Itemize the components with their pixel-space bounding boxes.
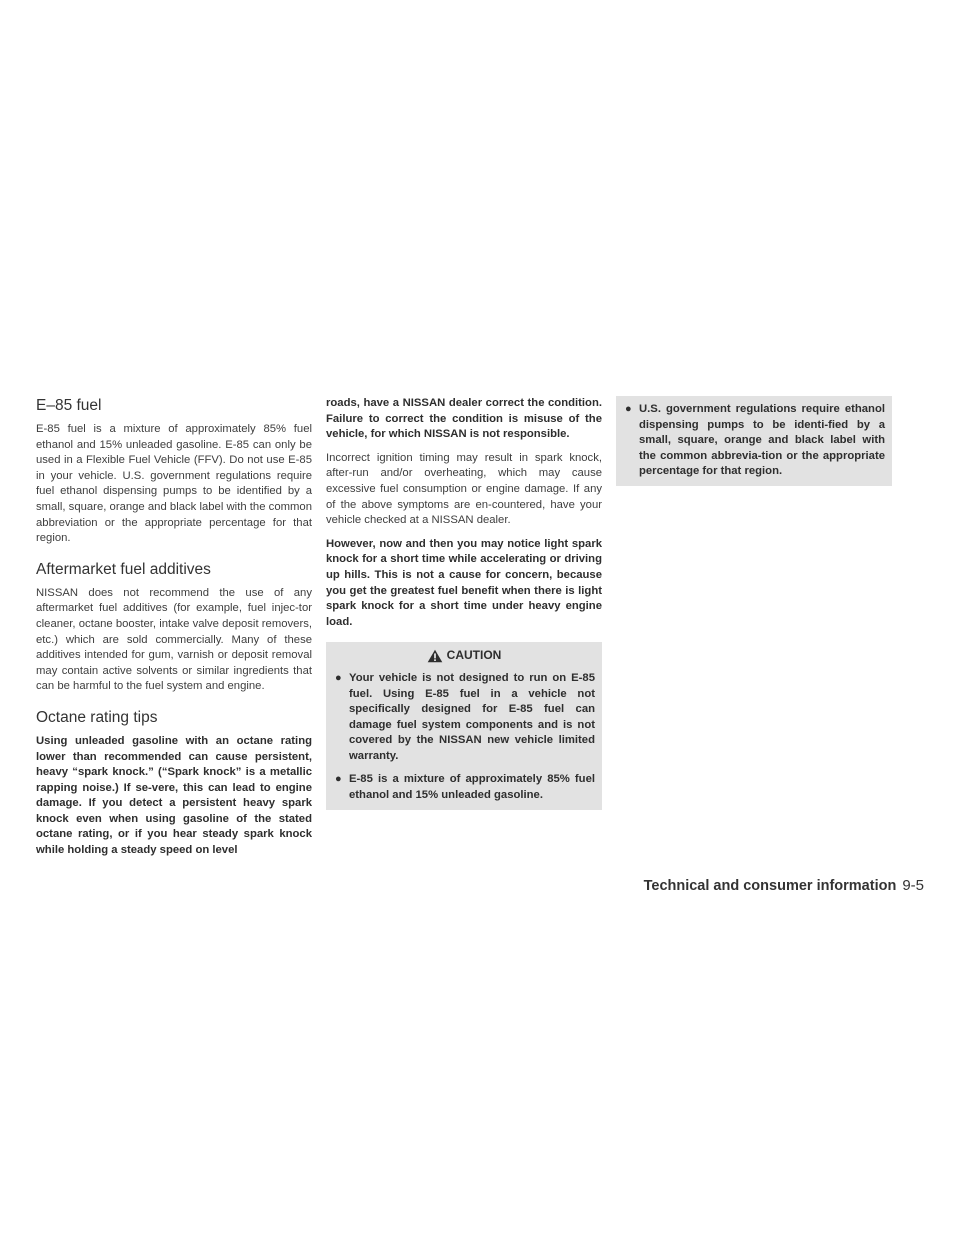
page-footer <box>0 877 924 894</box>
list-item-text: U.S. government regulations require ethanol dispensing pumps to be identi-fied by a small, square, orange and black label with the common abbrevia-tion or the appropriate percentage for that region. <box>639 403 885 478</box>
paragraph-light-spark-knock: However, now and then you may notice light spark knock for a short time while accelerating or driving up hills. This is not a cause for concern, because you get the greatest fuel benefit when there is light spark knock for a short time under heavy engine load. <box>326 537 602 628</box>
list-item <box>333 772 595 803</box>
column-left <box>36 396 312 867</box>
caution-list <box>623 402 885 480</box>
bullet-icon: ● <box>335 671 342 684</box>
caution-box-continued <box>616 396 892 486</box>
heading-octane-rating-tips: Octane rating tips <box>36 708 158 726</box>
caution-header <box>333 648 595 664</box>
paragraph-aftermarket-additives: NISSAN does not recommend the use of any aftermarket fuel additives (for example, fuel injec-tor cleaner, octane booster, intake valve deposit removers, etc.) which are sold commercially. Many of these additives intended for gum, varnish or deposit removal may contain active solvents or similar ingredients that can be harmful to the fuel system and engine. <box>36 586 312 693</box>
bullet-icon: ● <box>625 403 632 415</box>
column-right <box>616 396 892 486</box>
warning-triangle-icon <box>427 649 443 663</box>
page-number: 9-5 <box>902 877 924 894</box>
bullet-icon: ● <box>335 773 342 786</box>
footer-section-title: Technical and consumer information <box>643 878 897 894</box>
list-item-text: Your vehicle is not designed to run on E-85 fuel. Using E-85 fuel in a vehicle not specifically designed for E-85 fuel can damage fuel system components and is not covered by the NISSAN new vehicle limited warranty. <box>349 671 595 762</box>
column-middle <box>326 396 602 810</box>
heading-e85-fuel: E–85 fuel <box>36 397 102 414</box>
paragraph-e85-description: E-85 fuel is a mixture of approximately 85% fuel ethanol and 15% unleaded gasoline. E-85 can only be used in a Flexible Fuel Vehicle (FFV). Do not use E-85 in your vehicle. U.S. government regulations require fuel ethanol dispensing pumps to be identified by a small, square, orange and black label with the common abbreviation or the appropriate percentage for that region. <box>36 423 312 545</box>
caution-list <box>333 671 595 804</box>
paragraph-octane-continued: roads, have a NISSAN dealer correct the condition. Failure to correct the condition is misuse of the vehicle, for which NISSAN is not responsible. <box>326 397 602 441</box>
paragraph-octane-warning: Using unleaded gasoline with an octane rating lower than recommended can cause persistent, heavy “spark knock.” (“Spark knock” is a metallic rapping noise.) If se-vere, this can lead to engine damage. If you detect a persistent heavy spark knock even when using gasoline of the stated octane rating, or if you hear steady spark knock while holding a steady speed on level <box>36 734 312 857</box>
heading-aftermarket-additives: Aftermarket fuel additives <box>36 560 211 578</box>
caution-title: CAUTION <box>446 648 502 663</box>
list-item-text: E-85 is a mixture of approximately 85% fuel ethanol and 15% unleaded gasoline. <box>349 773 595 802</box>
list-item <box>623 402 885 480</box>
list-item <box>333 671 595 765</box>
paragraph-ignition-timing: Incorrect ignition timing may result in spark knock, after-run and/or overheating, which may cause excessive fuel consumption or engine damage. If any of the above symptoms are en-countered, have your vehicle checked at a NISSAN dealer. <box>326 451 602 527</box>
caution-box <box>326 642 602 809</box>
